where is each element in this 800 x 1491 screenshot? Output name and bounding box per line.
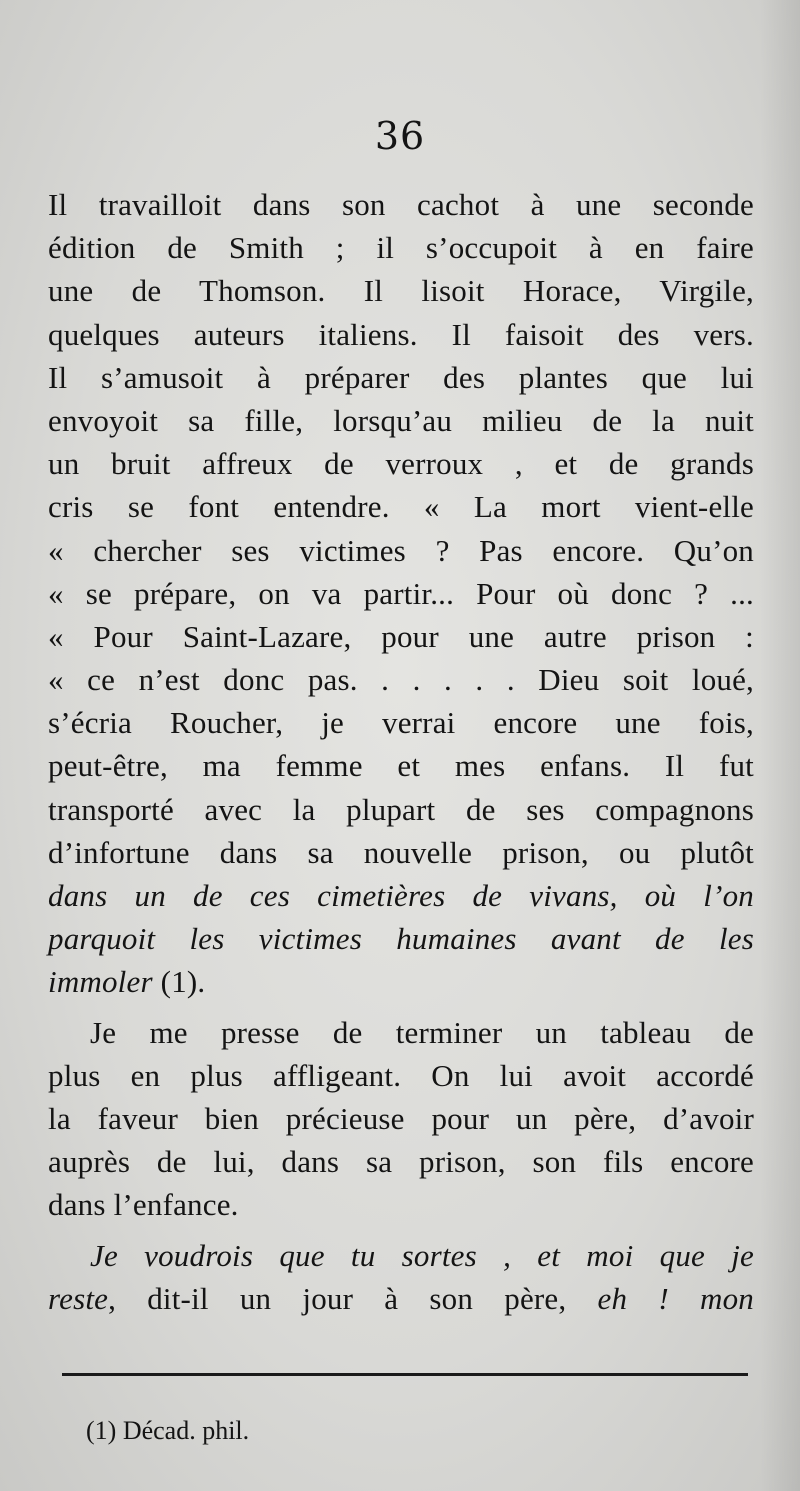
text-line: la faveur bien précieuse pour un père, d’avoir [48,1100,754,1136]
text-line: « ce n’est donc pas. . . . . . Dieu soit loué, [48,662,754,698]
footnote-reference: (1). [152,964,206,1000]
text-line: dans l’enfance. [48,1187,239,1223]
footnote: (1) Décad. phil. [86,1416,250,1445]
paragraph-gap [48,1227,754,1234]
text-line: d’infortune dans sa nouvelle prison, ou plutôt [48,834,754,870]
paragraph-gap [48,1004,754,1011]
body-text [48,183,754,1320]
text-line: envoyoit sa fille, lorsqu’au milieu de la nuit [48,402,754,438]
text-line: édition de Smith ; il s’occupoit à en faire [48,230,754,266]
text-line: plus en plus affligeant. On lui avoit accordé [48,1057,754,1093]
text-line: s’écria Roucher, je verrai encore une fois, [48,705,754,741]
text-line: une de Thomson. Il lisoit Horace, Virgile, [48,273,754,309]
text-line-italic: parquoit les victimes humaines avant de les [48,921,754,957]
italic-phrase: eh ! mon [597,1280,754,1316]
italic-word: reste [48,1280,109,1316]
text-line: « chercher ses victimes ? Pas encore. Qu’on [48,532,754,568]
page-edge-shadow [760,0,800,1491]
text-line: Il s’amusoit à préparer des plantes que lui [48,359,754,395]
text-line: transporté avec la plupart de ses compagnons [48,791,754,827]
roman-phrase: , dit-il un jour à son père, [108,1280,598,1316]
text-line [48,1277,754,1320]
text-line [48,960,754,1003]
text-line: un bruit affreux de verroux , et de grands [48,446,754,482]
text-line-italic: Je voudrois que tu sortes , et moi que je [90,1237,754,1273]
text-line: peut-être, ma femme et mes enfans. Il fut [48,748,754,784]
text-line: Il travailloit dans son cachot à une seconde [48,187,754,222]
text-line: « se prépare, on va partir... Pour où donc ? ... [48,575,754,611]
footnote-rule [62,1373,748,1376]
text-line: Je me presse de terminer un tableau de [90,1014,754,1050]
text-line: quelques auteurs italiens. Il faisoit des vers. [48,316,754,352]
text-line: auprès de lui, dans sa prison, son fils encore [48,1144,754,1180]
text-line: « Pour Saint-Lazare, pour une autre prison : [48,618,754,654]
text-line-italic: dans un de ces cimetières de vivans, où l’on [48,878,754,913]
text-line: cris se font entendre. « La mort vient-elle [48,489,754,525]
page-number: 36 [374,114,426,158]
italic-phrase: immoler [48,964,153,1000]
